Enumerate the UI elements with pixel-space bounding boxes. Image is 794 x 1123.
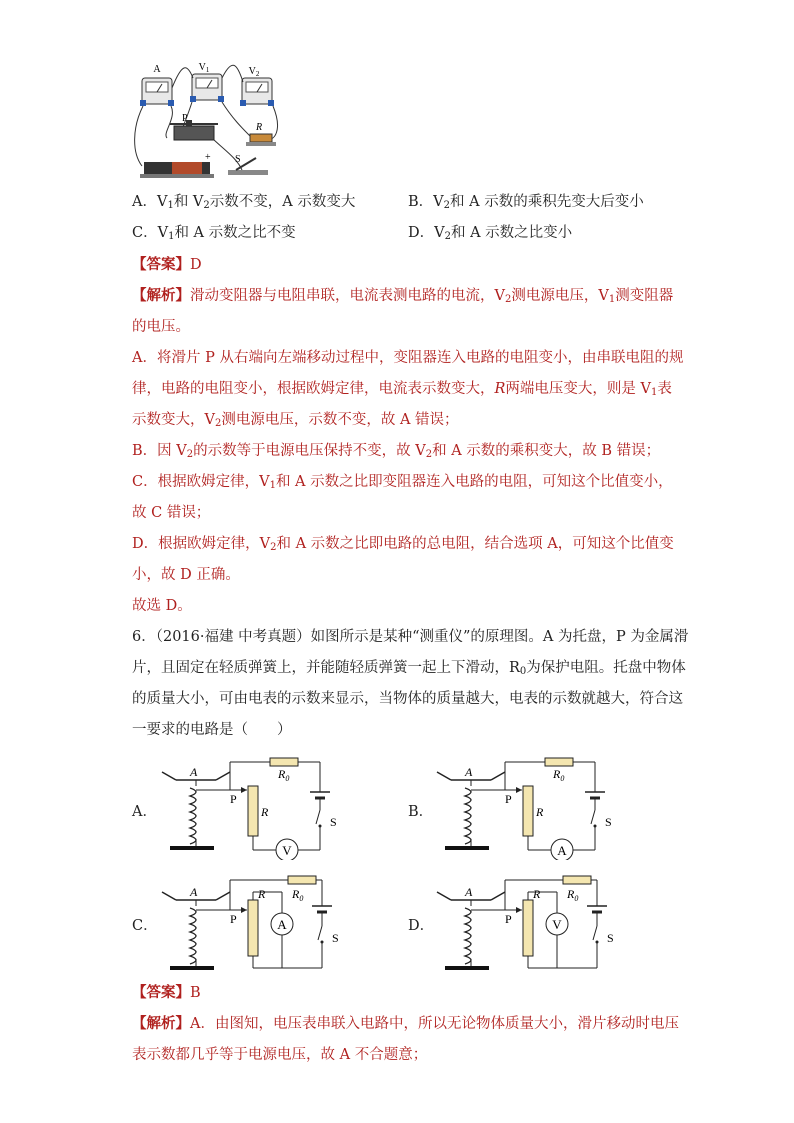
q5-analysis-a-3: 示数变大，$V_2$测电源电压，示数不变，故 A 错误； [132,412,459,429]
svg-text:A: A [465,765,473,779]
q6-stem-4: 一要求的电路是（ ） [132,722,292,738]
svg-text:R: R [258,887,266,901]
rheostat-icon [170,120,218,140]
svg-text:S: S [332,931,339,945]
q5-analysis-line-2: 的电压。 [132,319,190,335]
svg-text:A: A [277,917,287,932]
r0-resistor-icon [270,758,298,766]
spring-icon [190,908,196,964]
q6-option-b-label: B． [408,804,434,820]
spring-icon [190,788,196,844]
q6-answer: 【答案】B [132,984,201,1001]
q5-analysis-d-2: 小，故 D 正确。 [132,567,240,583]
q6-option-d-label: D． [408,918,435,934]
rheostat-icon [248,786,258,836]
label-v2: $V_2$ [248,66,260,78]
svg-text:S: S [605,815,612,829]
svg-text:P: P [230,912,237,926]
q5-choose: 故选 D。 [132,598,192,614]
svg-text:R0: $R_0$ [567,887,579,903]
q5-option-b: B．$V_2$和 A 示数的乘积先变大后变小 [408,194,644,211]
rheostat-icon [523,900,533,956]
q5-analysis-line-1: 【解析】滑动变阻器与电阻串联，电流表测电路的电流，$V_2$测电源电压，$V_1$测变阻器 [132,287,674,305]
spring-icon [465,788,471,844]
q6-stem-1: 6．（2016·福建 中考真题）如图所示是某种“测重仪”的原理图。A 为托盘，P 为金属滑 [132,629,689,645]
switch-icon [591,810,595,824]
rheostat-icon [248,900,258,956]
spring-icon [465,908,471,964]
svg-text:R0: $R_0$ [292,887,304,903]
q5-analysis-b-1: B．因 $V_2$的示数等于电源电压保持不变，故 $V_2$和 A 示数的乘积变大，故 B 错误； [132,443,661,460]
label-p: P [182,113,188,124]
q5-answer: 【答案】D [132,256,202,273]
q6-option-a-label: A． [132,804,157,820]
q5-option-c: C．$V_1$和 A 示数之比不变 [132,225,296,242]
voltmeter-v1-icon [190,74,224,102]
switch-icon [228,158,268,175]
svg-text:V: V [282,843,292,858]
label-s: S [235,154,241,165]
label-a: A [153,64,161,75]
q6-analysis-line-2: 表示数都几乎等于电源电压，故 A 不合题意； [132,1047,428,1063]
q5-analysis-a-2: 律，电路的电阻变小，根据欧姆定律，电流表示数变大，R两端电压变大，则是 $V_1$表 [132,381,672,398]
label-r: R [256,122,263,133]
ammeter-icon [140,78,174,106]
apparatus-figure [132,58,282,188]
q5-analysis-d-1: D．根据欧姆定律，$V_2$和 A 示数之比即电路的总电阻，结合选项 A，可知这个比值变 [132,536,674,553]
svg-text:S: S [330,815,337,829]
svg-text:A: A [190,765,198,779]
voltmeter-v2-icon [240,78,274,106]
q5-option-a: A．$V_1$和 $V_2$示数不变，A 示数变大 [132,194,356,211]
svg-text:V: V [552,917,562,932]
q6-stem-3: 的质量大小，可由电表的示数来显示，当物体的质量越大，电表的示数就越大，符合这 [132,691,683,707]
label-plus: + [205,152,211,163]
rheostat-icon [523,786,533,836]
q6-stem-2: 片，且固定在轻质弹簧上，并能随轻质弹簧一起上下滑动，$R_0$为保护电阻。托盘中物体 [132,660,686,677]
q6-option-c-label: C． [132,918,158,934]
q5-analysis-a-1: A．将滑片 P 从右端向左端移动过程中，变阻器连入电路的电阻变小，由串联电阻的规 [132,350,684,366]
svg-text:P: P [230,792,237,806]
svg-text:A: A [190,885,198,899]
svg-text:S: S [607,931,614,945]
r0-resistor-icon [545,758,573,766]
circuit-d [435,870,625,980]
svg-text:R: R [533,887,541,901]
svg-text:P: P [505,912,512,926]
r0-resistor-icon [563,876,591,884]
svg-text:R: R [536,805,544,819]
q5-analysis-c-1: C．根据欧姆定律，$V_1$和 A 示数之比即变阻器连入电路的电阻，可知这个比值变小， [132,474,673,491]
switch-icon [316,810,320,824]
q5-option-d: D．$V_2$和 A 示数之比变小 [408,225,573,242]
svg-text:P: P [505,792,512,806]
battery-icon [140,162,214,178]
switch-icon [593,926,597,940]
svg-text:R0: $R_0$ [278,767,290,783]
switch-icon [318,926,322,940]
label-v1: $V_1$ [198,62,210,74]
circuit-a [160,750,350,860]
r0-resistor-icon [288,876,316,884]
svg-text:R0: $R_0$ [553,767,565,783]
q5-analysis-c-2: 故 C 错误； [132,505,211,521]
svg-text:R: R [261,805,269,819]
svg-text:A: A [465,885,473,899]
circuit-c [160,870,350,980]
q6-analysis-line-1: 【解析】A．由图知，电压表串联入电路中，所以无论物体质量大小，滑片移动时电压 [132,1015,679,1032]
svg-text:A: A [557,843,567,858]
circuit-b [435,750,625,860]
resistor-icon [246,134,276,146]
